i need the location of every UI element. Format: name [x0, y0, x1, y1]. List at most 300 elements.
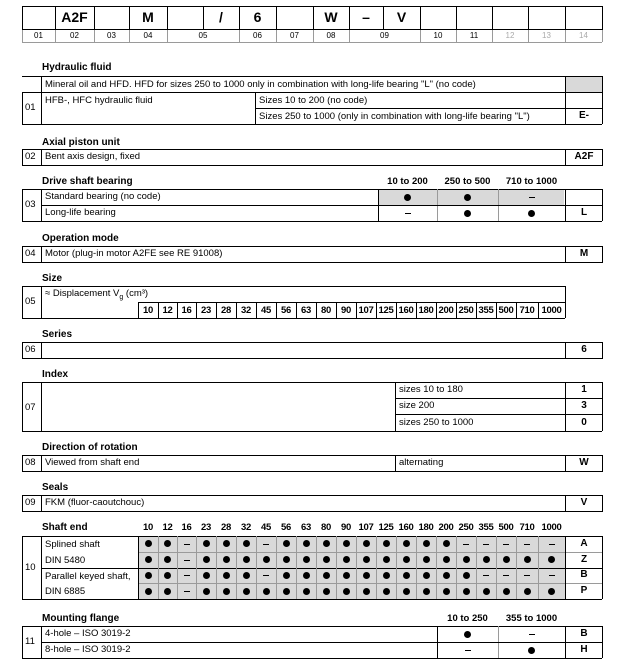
size-value: 250	[458, 305, 474, 316]
bullet-mark	[164, 572, 171, 579]
section-title-hydraulic-fluid: Hydraulic fluid	[42, 62, 112, 73]
header-code-cell: M	[142, 9, 154, 25]
code-A2F: A2F	[574, 151, 594, 162]
rule-line	[138, 552, 602, 553]
bullet-mark	[363, 572, 370, 579]
rule-line	[22, 286, 565, 287]
dash-mark	[524, 575, 530, 576]
index-row-label: sizes 250 to 1000	[399, 416, 474, 428]
rule-line	[22, 358, 603, 359]
bullet-mark	[403, 588, 410, 595]
bullet-mark	[343, 572, 350, 579]
code-W: W	[579, 457, 589, 468]
index-code: 0	[581, 416, 587, 428]
bullet-mark	[145, 588, 152, 595]
header-position-number: 13	[542, 31, 551, 40]
row-number-07: 07	[25, 402, 36, 413]
shaft-end-size-header: 45	[261, 522, 271, 533]
rule-line	[22, 246, 23, 262]
hydraulic-fluid-sub1: Sizes 10 to 200 (no code)	[259, 95, 368, 106]
rotation-value: alternating	[399, 457, 444, 468]
shaft-end-group-label: Splined shaft	[45, 539, 100, 550]
bullet-mark	[423, 556, 430, 563]
size-value: 28	[221, 305, 231, 316]
shaded-code-cell	[566, 77, 602, 93]
bullet-mark	[503, 588, 510, 595]
bullet-mark	[363, 540, 370, 547]
shaft-end-size-header: 200	[438, 522, 454, 533]
rule-line	[22, 599, 602, 600]
drive-shaft-code: L	[580, 207, 588, 218]
size-label-text: ≈ Displacement V	[45, 288, 120, 299]
shaft-end-size-header: 32	[241, 522, 251, 533]
section-title-seals: Seals	[42, 482, 69, 493]
row-number-02: 02	[25, 151, 36, 162]
section-title-drive-shaft: Drive shaft bearing	[42, 176, 133, 187]
section-title-size: Size	[42, 273, 63, 284]
bullet-mark	[303, 572, 310, 579]
hydraulic-fluid-sub2: Sizes 250 to 1000 (only in combination with long-life bearing "L")	[259, 111, 530, 122]
bullet-mark	[463, 572, 470, 579]
rule-line	[22, 431, 602, 432]
rule-line	[436, 536, 437, 599]
shaft-end-size-header: 355	[478, 522, 494, 533]
bullet-mark	[503, 556, 510, 563]
header-top-border	[22, 6, 602, 7]
header-cell-divider	[167, 6, 168, 30]
rule-line	[22, 246, 602, 247]
bullet-mark	[443, 588, 450, 595]
bullet-mark	[223, 572, 230, 579]
rotation-label: Viewed from shaft end	[45, 457, 140, 468]
rule-line	[22, 92, 602, 93]
index-row-label: sizes 10 to 180	[399, 384, 463, 395]
rule-line	[22, 318, 565, 319]
drive-shaft-row-label: Standard bearing (no code)	[45, 191, 161, 202]
bullet-mark	[283, 588, 290, 595]
rule-line	[22, 382, 602, 383]
bullet-mark	[323, 572, 330, 579]
bullet-mark	[303, 588, 310, 595]
shaft-end-code: P	[580, 585, 588, 597]
bullet-mark	[343, 588, 350, 595]
drive-shaft-col-header: 10 to 200	[387, 176, 428, 187]
row-number-05: 05	[25, 296, 36, 307]
hydraulic-fluid-line1: Mineral oil and HFD. HFD for sizes 250 to 1000 only in combination with long-life bearing "L" (no code)	[45, 79, 476, 90]
index-row-label: size 200	[399, 400, 435, 412]
bullet-mark	[483, 588, 490, 595]
rule-line	[41, 246, 42, 262]
rule-line	[396, 536, 397, 599]
rule-line	[41, 286, 42, 318]
header-bottom-border	[22, 42, 602, 43]
code-6: 6	[581, 344, 587, 355]
shaft-end-size-header: 125	[378, 522, 394, 533]
bullet-mark	[464, 210, 471, 217]
rule-line	[22, 221, 602, 222]
dash-mark	[263, 575, 269, 576]
shaft-end-group-label: DIN 6885	[45, 586, 86, 598]
header-mid-border	[22, 29, 602, 30]
size-value: 16	[181, 305, 192, 316]
dash-mark	[184, 560, 190, 561]
rule-line	[22, 495, 602, 496]
section-title-series: Series	[42, 329, 73, 340]
mounting-flange-row-label: 8-hole – ISO 3019-2	[45, 644, 131, 655]
rule-line	[22, 342, 23, 358]
dash-mark	[503, 544, 509, 545]
size-value: 32	[241, 305, 251, 316]
shaft-end-size-header: 1000	[541, 522, 562, 533]
size-value: 107	[358, 305, 374, 316]
dash-mark	[503, 575, 509, 576]
shaft-end-size-header: 16	[181, 522, 192, 533]
bullet-mark	[263, 556, 270, 563]
bullet-mark	[243, 588, 250, 595]
bullet-mark	[164, 588, 171, 595]
bullet-mark	[548, 588, 555, 595]
size-value: 23	[201, 305, 211, 316]
rule-line	[296, 536, 297, 599]
bullet-mark	[404, 194, 411, 201]
shaft-end-group-label: Parallel keyed shaft,	[45, 570, 131, 582]
bullet-mark	[145, 540, 152, 547]
dash-mark	[483, 544, 489, 545]
rule-line	[456, 536, 457, 599]
header-code-cell: 6	[253, 9, 262, 25]
drive-shaft-col-header: 710 to 1000	[505, 176, 558, 187]
rule-line	[22, 658, 602, 659]
rule-line	[516, 536, 517, 599]
rule-line	[22, 471, 603, 472]
mounting-flange-code: B	[580, 628, 588, 639]
size-value: 12	[162, 305, 173, 316]
shaft-end-code: A	[580, 537, 588, 549]
bullet-mark	[303, 556, 310, 563]
rule-line	[22, 149, 602, 150]
bullet-mark	[383, 588, 390, 595]
rule-line	[41, 205, 602, 206]
bullet-mark	[443, 540, 450, 547]
section-title-shaft-end: Shaft end	[42, 522, 88, 533]
dash-mark	[549, 575, 555, 576]
size-value: 200	[438, 305, 454, 316]
rule-line	[22, 495, 23, 511]
header-position-number: 06	[253, 31, 262, 40]
bullet-mark	[223, 540, 230, 547]
seals-label: FKM (fluor-caoutchouc)	[45, 497, 145, 508]
bullet-mark	[363, 588, 370, 595]
size-value: 710	[519, 305, 535, 316]
header-code-cell: /	[219, 9, 223, 25]
size-label	[45, 288, 148, 304]
row-number-10: 10	[25, 562, 36, 573]
header-position-number: 08	[326, 31, 336, 40]
header-code-cell: W	[324, 9, 338, 25]
mounting-flange-row-label: 4-hole – ISO 3019-2	[45, 628, 131, 639]
rule-line	[22, 342, 602, 343]
header-code-cell: V	[396, 9, 407, 25]
bullet-mark	[323, 556, 330, 563]
header-cell-divider	[420, 6, 421, 30]
size-value: 56	[281, 305, 291, 316]
dash-mark	[184, 591, 190, 592]
shaft-end-size-header: 12	[162, 522, 173, 533]
rule-line	[41, 76, 602, 77]
rule-line	[196, 536, 197, 599]
header-cell-divider	[565, 6, 566, 30]
rule-line	[41, 642, 602, 643]
rule-line	[22, 455, 602, 456]
code-E: E-	[579, 110, 589, 121]
bullet-mark	[528, 647, 535, 654]
header-cell-divider	[22, 6, 23, 30]
bullet-mark	[283, 556, 290, 563]
shaft-end-size-header: 160	[398, 522, 414, 533]
rule-line	[138, 583, 602, 584]
dash-mark	[263, 544, 269, 545]
bullet-mark	[383, 540, 390, 547]
shaft-end-size-header: 23	[201, 522, 211, 533]
rule-line	[41, 536, 42, 599]
rule-line	[538, 536, 539, 599]
bullet-mark	[283, 572, 290, 579]
bullet-mark	[528, 210, 535, 217]
header-position-number: 05	[198, 31, 208, 40]
rule-line	[565, 302, 566, 318]
rule-line	[22, 124, 602, 125]
rule-line	[138, 302, 565, 303]
shaft-end-size-header: 63	[301, 522, 311, 533]
bullet-mark	[524, 556, 531, 563]
bullet-mark	[243, 540, 250, 547]
rule-line	[376, 536, 377, 599]
rule-line	[177, 536, 178, 599]
rule-line	[276, 536, 277, 599]
header-code-cell: –	[362, 9, 370, 25]
size-value: 160	[398, 305, 414, 316]
rule-line	[22, 536, 602, 537]
dash-mark	[529, 634, 535, 635]
shaft-end-size-header: 180	[418, 522, 434, 533]
dash-mark	[184, 544, 190, 545]
rule-line	[22, 626, 23, 658]
section-title-operation-mode: Operation mode	[42, 233, 119, 244]
size-value: 90	[341, 305, 351, 316]
rule-line	[22, 626, 602, 627]
rule-line	[395, 455, 396, 471]
row-number-04: 04	[25, 248, 36, 259]
size-value: 355	[478, 305, 494, 316]
bullet-mark	[303, 540, 310, 547]
header-position-number: 07	[290, 31, 299, 40]
bullet-mark	[203, 540, 210, 547]
shaft-end-size-header: 80	[321, 522, 331, 533]
bullet-mark	[203, 556, 210, 563]
size-value: 80	[321, 305, 331, 316]
bullet-mark	[524, 588, 531, 595]
header-cell-divider	[276, 6, 277, 30]
size-value: 180	[418, 305, 434, 316]
header-position-number: 02	[70, 31, 79, 40]
mounting-flange-col-header: 10 to 250	[447, 613, 488, 624]
shaft-end-size-header: 90	[341, 522, 351, 533]
rule-line	[22, 189, 23, 221]
rule-line	[41, 455, 42, 471]
size-value: 63	[301, 305, 311, 316]
hydraulic-fluid-line2: HFB-, HFC hydraulic fluid	[45, 95, 153, 106]
bullet-mark	[423, 572, 430, 579]
bullet-mark	[243, 556, 250, 563]
rule-line	[41, 342, 42, 358]
code-M: M	[579, 248, 589, 259]
rule-line	[138, 536, 139, 599]
rule-line	[158, 536, 159, 599]
bullet-mark	[243, 572, 250, 579]
rule-line	[22, 149, 23, 165]
bullet-mark	[203, 588, 210, 595]
row-number-01: 01	[25, 102, 36, 113]
dash-mark	[483, 575, 489, 576]
shaft-end-size-header: 10	[143, 522, 153, 533]
bullet-mark	[203, 572, 210, 579]
bullet-mark	[223, 588, 230, 595]
header-position-number: 11	[469, 31, 479, 40]
header-code-cell: A2F	[61, 9, 88, 25]
section-title-axial-piston: Axial piston unit	[42, 137, 120, 148]
header-cell-divider	[602, 6, 603, 30]
size-value: 500	[498, 305, 514, 316]
size-value: 1000	[541, 305, 562, 316]
bullet-mark	[343, 556, 350, 563]
rule-line	[22, 92, 23, 124]
shaft-end-code: Z	[580, 553, 588, 565]
size-value: 10	[143, 305, 153, 316]
rule-line	[22, 382, 23, 431]
section-title-mounting-flange: Mounting flange	[42, 613, 120, 624]
rule-line	[22, 536, 23, 599]
rule-line	[256, 536, 257, 599]
bullet-mark	[323, 540, 330, 547]
rule-line	[216, 536, 217, 599]
rule-line	[356, 536, 357, 599]
dash-mark	[184, 575, 190, 576]
shaft-end-size-header: 250	[458, 522, 474, 533]
mounting-flange-code: H	[580, 644, 588, 655]
shaft-end-size-header: 56	[281, 522, 291, 533]
bullet-mark	[443, 572, 450, 579]
bullet-mark	[403, 572, 410, 579]
bullet-mark	[483, 556, 490, 563]
row-number-03: 03	[25, 199, 36, 210]
shaft-end-group-label: DIN 5480	[45, 554, 86, 566]
rule-line	[41, 149, 42, 165]
size-label-unit: (cm³)	[123, 288, 149, 299]
size-label-sub: g	[119, 293, 124, 301]
header-position-number: 10	[433, 31, 443, 40]
header-position-number: 14	[579, 31, 588, 40]
bullet-mark	[383, 556, 390, 563]
bullet-mark	[343, 540, 350, 547]
bullet-mark	[323, 588, 330, 595]
header-position-number: 09	[380, 31, 389, 40]
bullet-mark	[423, 588, 430, 595]
bullet-mark	[463, 556, 470, 563]
size-value: 45	[261, 305, 271, 316]
drive-shaft-row-label: Long-life bearing	[45, 207, 116, 218]
bullet-mark	[383, 572, 390, 579]
header-cell-divider	[492, 6, 493, 30]
dash-mark	[549, 544, 555, 545]
rule-line	[22, 262, 603, 263]
bullet-mark	[145, 556, 152, 563]
row-number-11: 11	[25, 636, 35, 647]
dash-mark	[524, 544, 530, 545]
header-position-number: 03	[107, 31, 116, 40]
drive-shaft-col-header: 250 to 500	[444, 176, 491, 187]
dash-mark	[463, 544, 469, 545]
bullet-mark	[403, 540, 410, 547]
bullet-mark	[463, 588, 470, 595]
bullet-mark	[263, 588, 270, 595]
header-number-divider	[602, 30, 603, 42]
mounting-flange-col-header: 355 to 1000	[505, 613, 558, 624]
section-title-rotation: Direction of rotation	[42, 442, 138, 453]
row-number-08: 08	[25, 457, 36, 468]
shaft-end-code: B	[580, 569, 588, 581]
bullet-mark	[423, 540, 430, 547]
bullet-mark	[223, 556, 230, 563]
rule-line	[416, 536, 417, 599]
rule-line	[496, 536, 497, 599]
bullet-mark	[443, 556, 450, 563]
rule-line	[41, 76, 42, 124]
header-position-number: 01	[34, 31, 43, 40]
axial-piston-label: Bent axis design, fixed	[45, 151, 141, 162]
dash-mark	[529, 197, 535, 198]
rule-line	[395, 382, 396, 431]
bullet-mark	[464, 631, 471, 638]
size-value: 125	[378, 305, 394, 316]
dash-mark	[465, 650, 471, 651]
dash-mark	[405, 213, 411, 214]
bullet-mark	[283, 540, 290, 547]
rule-line	[41, 495, 42, 511]
shaft-end-size-header: 710	[519, 522, 535, 533]
row-number-06: 06	[25, 344, 36, 355]
rule-line	[236, 536, 237, 599]
index-code: 3	[581, 400, 587, 412]
bullet-mark	[145, 572, 152, 579]
section-title-index: Index	[42, 369, 69, 380]
rule-line	[476, 536, 477, 599]
rule-line	[22, 165, 603, 166]
rule-line	[336, 536, 337, 599]
shaft-end-size-header: 28	[221, 522, 231, 533]
row-number-09: 09	[25, 497, 36, 508]
header-cell-divider	[528, 6, 529, 30]
operation-mode-label: Motor (plug-in motor A2FE see RE 91008)	[45, 248, 223, 259]
header-position-number: 04	[143, 31, 153, 40]
bullet-mark	[464, 194, 471, 201]
rule-line	[41, 568, 602, 569]
shaft-end-size-header: 500	[498, 522, 514, 533]
header-position-number: 12	[505, 31, 515, 40]
shaft-end-size-header: 107	[358, 522, 374, 533]
code-V: V	[580, 497, 588, 508]
rule-line	[22, 286, 23, 318]
header-cell-divider	[456, 6, 457, 30]
